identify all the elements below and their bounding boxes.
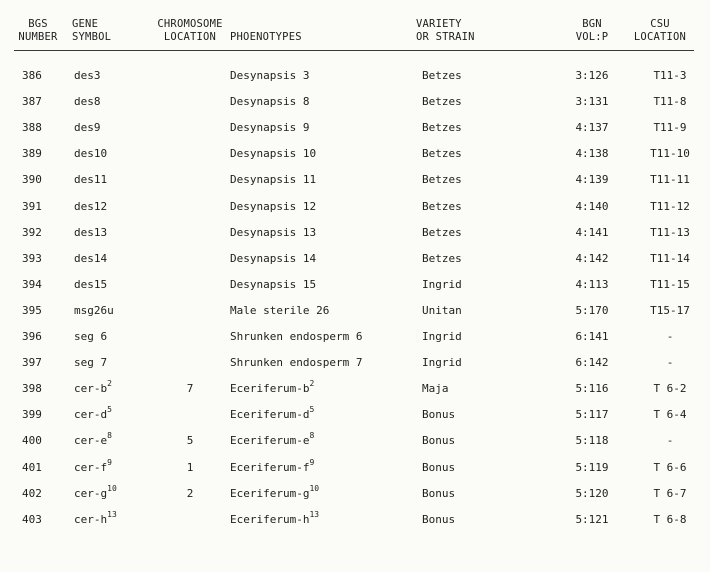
variety-cell: [422, 249, 462, 269]
bgn-vol-cell: [560, 379, 624, 399]
bgs-number-cell-text: 401: [22, 460, 42, 474]
table-row: [0, 301, 710, 321]
bgn-vol-cell: [560, 66, 624, 86]
phenotype-cell: [230, 223, 316, 243]
csu-location-cell: [632, 144, 708, 164]
variety-cell: [422, 353, 462, 373]
bgs-number-cell: [22, 379, 42, 399]
csu-location-cell-text: T 6-8: [653, 512, 687, 526]
bgn-vol-cell: [560, 249, 624, 269]
bgn-vol-cell-text: 3:131: [575, 95, 609, 109]
gene-symbol-cell: [74, 92, 101, 112]
header-chromosome-location: [152, 18, 228, 44]
header-bgn-vol: [566, 18, 618, 44]
phenotype-cell-text: Desynapsis 14: [230, 251, 317, 265]
variety-cell: [422, 301, 462, 321]
bgn-vol-cell-text: 5:118: [575, 434, 609, 448]
gene-symbol-cell-text: cer-d: [74, 408, 108, 422]
phenotype-cell: [230, 353, 362, 373]
phenotype-cell: [230, 510, 319, 530]
variety-cell: [422, 223, 462, 243]
bgn-vol-cell-text: 5:170: [575, 303, 609, 317]
chromosome-location-cell-text: 1: [186, 460, 194, 474]
csu-location-cell-text: T11-15: [650, 277, 690, 291]
phenotype-cell-superscript: 13: [309, 509, 320, 519]
table-row: [0, 353, 710, 373]
bgs-number-cell-text: 386: [22, 69, 42, 82]
phenotype-cell: [230, 327, 362, 347]
bgn-vol-cell-text: 4:138: [575, 147, 609, 161]
gene-symbol-cell-superscript: 13: [107, 509, 117, 519]
bgn-vol-cell-text: 5:117: [575, 408, 609, 422]
gene-symbol-cell: [74, 353, 107, 373]
variety-cell-text: Ingrid: [422, 277, 462, 291]
bgs-number-cell-text: 397: [22, 356, 42, 370]
phenotype-cell-text: Eceriferum-e: [230, 434, 310, 448]
bgs-number-cell-text: 402: [22, 486, 42, 500]
bgn-vol-cell-text: 5:119: [575, 460, 609, 474]
table-row: [0, 223, 710, 243]
csu-location-cell-text: T 6-2: [653, 382, 687, 396]
bgn-vol-cell: [560, 510, 624, 530]
bgs-number-cell-text: 392: [22, 225, 42, 239]
bgs-number-cell-text: 396: [22, 330, 42, 343]
csu-location-cell-text: T11-10: [650, 147, 690, 161]
chromosome-location-cell: [160, 458, 220, 478]
bgn-vol-cell-text: 4:142: [575, 251, 609, 265]
chromosome-location-cell-text: 7: [186, 382, 194, 396]
variety-cell: [422, 197, 462, 217]
gene-symbol-cell: [74, 249, 107, 269]
gene-symbol-cell: [74, 405, 112, 425]
gene-symbol-cell-text: seg 7: [74, 356, 108, 370]
bgs-number-cell: [22, 484, 42, 504]
gene-symbol-cell-superscript: 5: [107, 405, 112, 415]
csu-location-cell-text: -: [666, 434, 674, 448]
variety-cell-text: Ingrid: [422, 356, 462, 370]
phenotype-cell-text: Desynapsis 10: [230, 147, 317, 161]
phenotype-cell: [230, 66, 309, 86]
bgs-number-cell-text: 400: [22, 434, 42, 448]
csu-location-cell-text: T11-12: [650, 199, 690, 213]
variety-cell-text: Betzes: [422, 95, 462, 109]
phenotype-cell: [230, 92, 309, 112]
bgs-number-cell-text: 395: [22, 303, 42, 317]
csu-location-cell-text: T11-9: [653, 121, 687, 135]
phenotype-cell-superscript: 9: [309, 457, 315, 467]
csu-location-cell: [632, 327, 708, 347]
variety-cell: [422, 275, 462, 295]
gene-symbol-cell-text: cer-b: [74, 382, 108, 396]
bgs-number-cell-text: 390: [22, 173, 42, 187]
variety-cell: [422, 379, 449, 399]
table-row: [0, 327, 710, 347]
phenotype-cell: [230, 144, 316, 164]
bgs-number-cell-text: 394: [22, 277, 42, 291]
csu-location-cell: [632, 197, 708, 217]
gene-symbol-cell-text: cer-f: [74, 460, 108, 474]
gene-symbol-cell-superscript: 10: [107, 483, 117, 493]
header-bgs-number: [18, 18, 58, 44]
bgs-number-cell: [22, 510, 42, 530]
phenotype-cell-superscript: 5: [309, 405, 315, 415]
csu-location-cell-text: -: [666, 356, 674, 370]
bgs-number-cell: [22, 327, 42, 347]
bgs-number-cell-text: 391: [22, 199, 42, 213]
gene-symbol-cell: [74, 510, 117, 530]
csu-location-cell: [632, 510, 708, 530]
gene-symbol-cell-text: des3: [74, 69, 101, 82]
variety-cell: [422, 510, 455, 530]
csu-location-cell: [632, 249, 708, 269]
csu-location-cell-text: T11-14: [650, 251, 690, 265]
variety-cell: [422, 431, 455, 451]
gene-symbol-cell: [74, 431, 112, 451]
gene-symbol-cell-superscript: 8: [107, 431, 112, 441]
gene-symbol-cell-superscript: 9: [107, 457, 112, 467]
bgn-vol-cell: [560, 144, 624, 164]
phenotype-cell-text: Desynapsis 15: [230, 277, 317, 291]
bgn-vol-cell: [560, 458, 624, 478]
phenotype-cell: [230, 405, 314, 425]
table-row: [0, 405, 710, 425]
phenotype-cell: [230, 197, 316, 217]
bgn-vol-cell-text: 4:139: [575, 173, 609, 187]
phenotype-cell: [230, 301, 329, 321]
bgn-vol-cell-text: 3:126: [575, 69, 609, 82]
variety-cell: [422, 144, 462, 164]
variety-cell-text: Maja: [422, 382, 449, 396]
csu-location-cell: [632, 301, 708, 321]
csu-location-cell-text: -: [666, 330, 674, 343]
gene-symbol-cell-text: des10: [74, 147, 108, 161]
gene-symbol-cell-text: des11: [74, 173, 108, 187]
phenotype-cell-superscript: 2: [309, 379, 315, 389]
gene-symbol-cell: [74, 458, 112, 478]
gene-symbol-cell-text: des13: [74, 225, 108, 239]
bgn-vol-cell-text: 6:142: [575, 356, 609, 370]
table-row: [0, 379, 710, 399]
bgn-vol-cell-text: 4:141: [575, 225, 609, 239]
bgn-vol-cell: [560, 327, 624, 347]
csu-location-cell-text: T11-11: [650, 173, 690, 187]
gene-symbol-cell-text: des14: [74, 251, 108, 265]
bgn-vol-cell-text: 4:113: [575, 277, 609, 291]
bgs-number-cell: [22, 223, 42, 243]
bgs-number-cell: [22, 249, 42, 269]
csu-location-cell: [632, 431, 708, 451]
gene-symbol-cell-text: cer-e: [74, 434, 108, 448]
bgs-number-cell: [22, 405, 42, 425]
bgs-number-cell: [22, 301, 42, 321]
phenotype-cell: [230, 275, 316, 295]
csu-location-cell: [632, 275, 708, 295]
variety-cell: [422, 458, 455, 478]
bgn-vol-cell: [560, 223, 624, 243]
bgs-number-cell: [22, 66, 42, 86]
variety-cell-text: Betzes: [422, 69, 462, 82]
variety-cell: [422, 170, 462, 190]
bgs-number-cell-text: 398: [22, 382, 42, 396]
header-text: LOCATION: [633, 31, 687, 43]
bgs-number-cell-text: 389: [22, 147, 42, 161]
table-row: [0, 92, 710, 112]
table-row: [0, 197, 710, 217]
variety-cell: [422, 118, 462, 138]
bgn-vol-cell: [560, 197, 624, 217]
csu-location-cell-text: T11-8: [653, 95, 687, 109]
variety-cell-text: Betzes: [422, 121, 462, 135]
bgs-number-cell-text: 399: [22, 408, 42, 422]
table-row: [0, 118, 710, 138]
csu-location-cell-text: T11-3: [653, 69, 687, 82]
csu-location-cell-text: T15-17: [650, 303, 690, 317]
bgn-vol-cell: [560, 118, 624, 138]
phenotype-cell: [230, 458, 314, 478]
header-text: OR STRAIN: [416, 31, 475, 43]
variety-cell-text: Bonus: [422, 408, 456, 422]
phenotype-cell: [230, 484, 319, 504]
csu-location-cell: [632, 379, 708, 399]
header-text: CSU: [650, 18, 670, 30]
variety-cell-text: Betzes: [422, 173, 462, 187]
phenotype-cell-text: Eceriferum-g: [230, 486, 310, 500]
bgn-vol-cell: [560, 353, 624, 373]
bgn-vol-cell: [560, 92, 624, 112]
gene-symbol-cell: [74, 118, 101, 138]
gene-symbol-cell-superscript: 2: [107, 379, 112, 389]
gene-symbol-cell: [74, 379, 112, 399]
bgs-number-cell: [22, 458, 42, 478]
csu-location-cell: [632, 118, 708, 138]
header-text: VOL:P: [575, 31, 609, 43]
csu-location-cell: [632, 92, 708, 112]
header-csu-location: [628, 18, 692, 44]
table-row: [0, 144, 710, 164]
variety-cell-text: Ingrid: [422, 330, 462, 343]
table-row: [0, 249, 710, 269]
header-text: VARIETY: [416, 18, 462, 30]
bgn-vol-cell: [560, 431, 624, 451]
header-text: CHROMOSOME: [157, 18, 223, 30]
gene-symbol-cell: [74, 170, 107, 190]
phenotype-cell-superscript: 10: [309, 483, 320, 493]
table-row: [0, 458, 710, 478]
csu-location-cell-text: T 6-6: [653, 460, 687, 474]
bgs-number-cell: [22, 353, 42, 373]
variety-cell: [422, 405, 455, 425]
bgn-vol-cell: [560, 484, 624, 504]
bgs-number-cell-text: 387: [22, 95, 42, 109]
phenotype-cell-text: Desynapsis 8: [230, 95, 310, 109]
table-row: [0, 510, 710, 530]
chromosome-location-cell: [160, 431, 220, 451]
variety-cell: [422, 92, 462, 112]
bgs-number-cell: [22, 170, 42, 190]
header-divider: [14, 50, 694, 51]
gene-symbol-cell-text: msg26u: [74, 303, 114, 317]
bgs-number-cell: [22, 197, 42, 217]
phenotype-cell-text: Desynapsis 3: [230, 69, 310, 82]
phenotype-cell-text: Desynapsis 9: [230, 121, 310, 135]
table-row: [0, 484, 710, 504]
phenotype-cell-text: Shrunken endosperm 6: [230, 330, 363, 343]
phenotype-cell-text: Eceriferum-d: [230, 408, 310, 422]
bgs-number-cell: [22, 144, 42, 164]
csu-location-cell: [632, 353, 708, 373]
phenotype-cell: [230, 249, 316, 269]
phenotype-cell: [230, 431, 314, 451]
csu-location-cell: [632, 405, 708, 425]
variety-cell-text: Bonus: [422, 512, 456, 526]
gene-symbol-cell-text: seg 6: [74, 330, 108, 343]
gene-symbol-cell: [74, 301, 114, 321]
table-row: [0, 275, 710, 295]
table-row: [0, 66, 710, 86]
table-row: [0, 170, 710, 190]
bgs-number-cell: [22, 118, 42, 138]
phenotype-cell-text: Eceriferum-b: [230, 382, 310, 396]
phenotype-cell: [230, 118, 309, 138]
bgs-number-cell-text: 403: [22, 512, 42, 526]
header-text: BGN: [582, 18, 602, 30]
gene-symbol-cell: [74, 484, 117, 504]
gene-symbol-cell: [74, 275, 107, 295]
chromosome-location-cell-text: 5: [186, 434, 194, 448]
header-phenotypes: [230, 31, 302, 44]
phenotype-cell-superscript: 8: [309, 431, 315, 441]
bgn-vol-cell-text: 6:141: [575, 330, 609, 343]
gene-symbol-cell-text: cer-h: [74, 512, 108, 526]
variety-cell-text: Bonus: [422, 460, 456, 474]
variety-cell: [422, 327, 462, 347]
csu-location-cell-text: T11-13: [650, 225, 690, 239]
header-gene-symbol: [72, 18, 111, 44]
bgn-vol-cell-text: 4:137: [575, 121, 609, 135]
bgn-vol-cell-text: 5:121: [575, 512, 609, 526]
csu-location-cell: [632, 170, 708, 190]
gene-symbol-cell: [74, 223, 107, 243]
bgs-number-cell-text: 393: [22, 251, 42, 265]
csu-location-cell-text: T 6-4: [653, 408, 687, 422]
phenotype-cell: [230, 170, 316, 190]
csu-location-cell-text: T 6-7: [653, 486, 687, 500]
header-text: LOCATION: [163, 31, 217, 43]
header-variety: [416, 18, 475, 44]
header-text: PHOENOTYPES: [230, 31, 302, 43]
phenotype-cell-text: Desynapsis 11: [230, 173, 317, 187]
phenotype-cell-text: Eceriferum-h: [230, 512, 310, 526]
gene-symbol-cell-text: des8: [74, 95, 101, 109]
phenotype-cell-text: Desynapsis 12: [230, 199, 317, 213]
variety-cell-text: Unitan: [422, 303, 462, 317]
bgs-number-cell: [22, 92, 42, 112]
chromosome-location-cell: [160, 484, 220, 504]
bgn-vol-cell-text: 5:120: [575, 486, 609, 500]
variety-cell: [422, 66, 462, 86]
header-text: BGS: [28, 18, 48, 30]
bgn-vol-cell: [560, 275, 624, 295]
gene-symbol-cell: [74, 144, 107, 164]
bgn-vol-cell-text: 4:140: [575, 199, 609, 213]
header-text: NUMBER: [18, 31, 58, 43]
bgn-vol-cell: [560, 405, 624, 425]
table-row: [0, 431, 710, 451]
csu-location-cell: [632, 223, 708, 243]
csu-location-cell: [632, 484, 708, 504]
bgs-number-cell: [22, 275, 42, 295]
variety-cell-text: Bonus: [422, 434, 456, 448]
bgn-vol-cell: [560, 170, 624, 190]
phenotype-cell-text: Desynapsis 13: [230, 225, 317, 239]
bgn-vol-cell: [560, 301, 624, 321]
phenotype-cell: [230, 379, 314, 399]
csu-location-cell: [632, 458, 708, 478]
variety-cell: [422, 484, 455, 504]
gene-symbol-cell-text: cer-g: [74, 486, 108, 500]
chromosome-location-cell: [160, 379, 220, 399]
phenotype-cell-text: Eceriferum-f: [230, 460, 310, 474]
bgs-number-cell: [22, 431, 42, 451]
variety-cell-text: Betzes: [422, 251, 462, 265]
variety-cell-text: Betzes: [422, 199, 462, 213]
bgn-vol-cell-text: 5:116: [575, 382, 609, 396]
bgs-number-cell-text: 388: [22, 121, 42, 135]
phenotype-cell-text: Male sterile 26: [230, 303, 330, 317]
variety-cell-text: Bonus: [422, 486, 456, 500]
gene-symbol-cell: [74, 327, 107, 347]
gene-symbol-cell: [74, 197, 107, 217]
gene-symbol-cell-text: des12: [74, 199, 108, 213]
header-text: SYMBOL: [72, 31, 112, 43]
header-text: GENE: [72, 18, 99, 30]
csu-location-cell: [632, 66, 708, 86]
variety-cell-text: Betzes: [422, 147, 462, 161]
gene-symbol-cell-text: des9: [74, 121, 101, 135]
phenotype-cell-text: Shrunken endosperm 7: [230, 356, 363, 370]
gene-symbol-cell-text: des15: [74, 277, 108, 291]
chromosome-location-cell-text: 2: [186, 486, 194, 500]
variety-cell-text: Betzes: [422, 225, 462, 239]
gene-symbol-cell: [74, 66, 101, 86]
